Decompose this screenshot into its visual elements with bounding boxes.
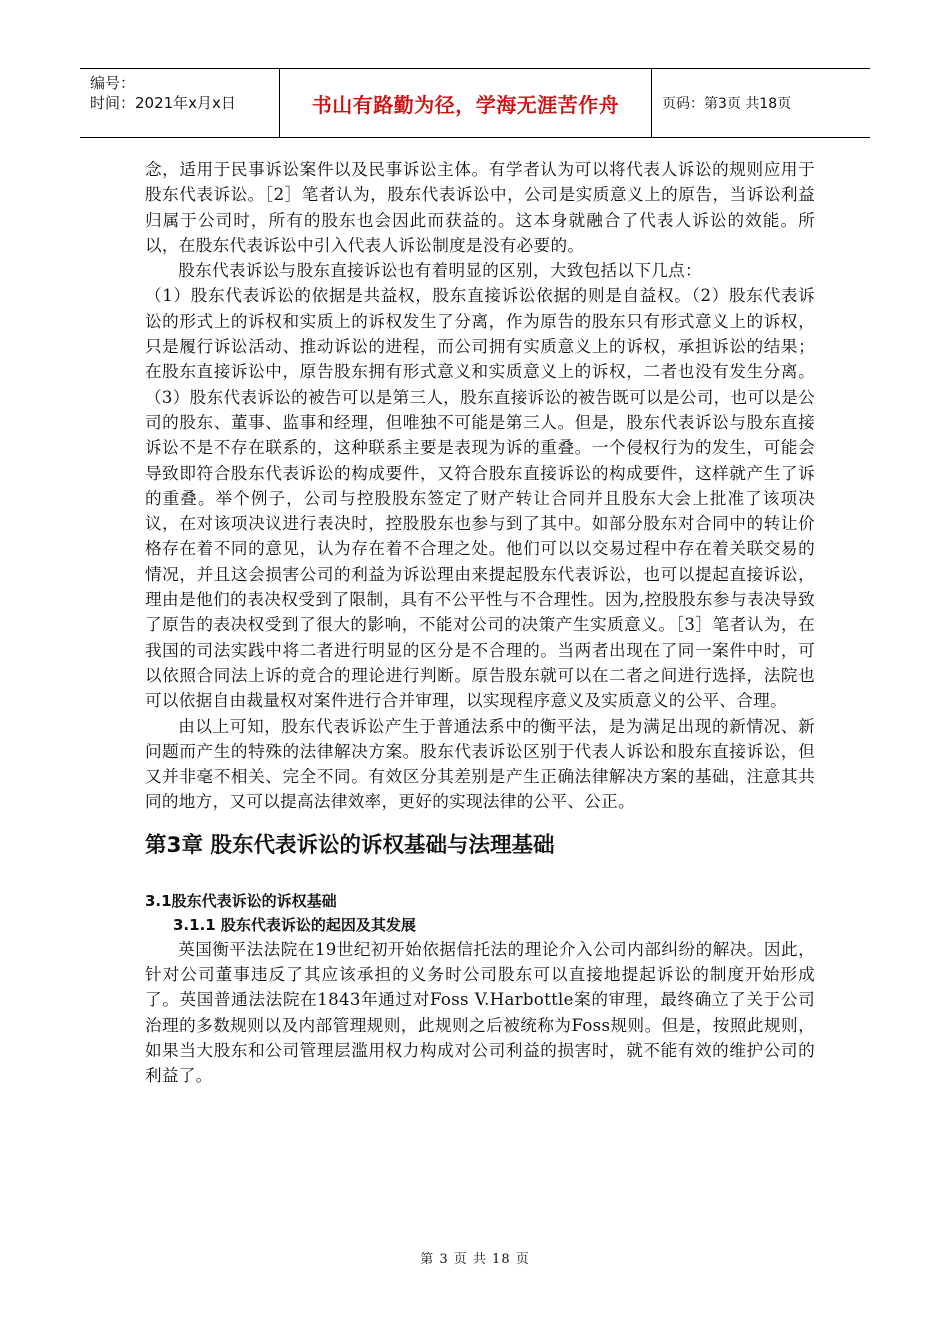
header-page-info: 页码：第3页 共18页 [662,96,792,112]
header-time-label: 时间：2021年x月x日 [90,94,236,112]
header-meta-cell [80,69,280,137]
header-page-cell [652,69,870,137]
subsection-title: 3.1.1 股东代表诉讼的起因及其发展 [173,915,416,934]
header-motto-cell [280,69,652,137]
section-title: 3.1股东代表诉讼的诉权基础 [145,891,337,910]
page-footer: 第 3 页 共 18 页 [420,1252,530,1267]
page-header [80,68,870,138]
paragraph-3: （1）股东代表诉讼的依据是共益权，股东直接诉讼依据的则是自益权。（2）股东代表诉讼的形式上的诉权和实质上的诉权发生了分离，作为原告的股东只有形式意义上的诉权，只是履行诉讼活动、推动诉讼的进程，而公司拥有实质意义上的诉权，承担诉讼的结果；在股东直接诉讼中，原告股东拥有形式意义和实质意义上的诉权，二者也没有发生分离。（3）股东代表诉讼的被告可以是第三人，股东直接诉讼的被告既可以是公司，也可以是公司的股东、董事、监事和经理，但唯独不可能是第三人。但是，股东代表诉讼与股东直接诉讼不是不存在联系的，这种联系主要是表现为诉的重叠。一个侵权行为的发生，可能会导致即符合股东代表诉讼的构成要件，又符合股东直接诉讼的构成要件，这样就产生了诉的重叠。举个例子，公司与控股股东签定了财产转让合同并且股东大会上批准了该项决议，在对该项决议进行表决时，控股股东也参与到了其中。如部分股东对合同中的转让价格存在着不同的意见，认为存在着不合理之处。他们可以以交易过程中存在着关联交易的情况，并且这会损害公司的利益为诉讼理由来提起股东代表诉讼，也可以提起直接诉讼，理由是他们的表决权受到了限制，具有不公平性与不合理性。因为,控股股东参与表决导致了原告的表决权受到了很大的影响，不能对公司的决策产生实质意义。［3］笔者认为，在我国的司法实践中将二者进行明显的区分是不合理的。当两者出现在了同一案件中时，可以依照合同法上诉的竞合的理论进行判断。原告股东就可以在二者之间进行选择，法院也可以依据自由裁量权对案件进行合并审理，以实现程序意义及实质意义的公平、合理。 [145,286,815,711]
paragraph-2: 股东代表诉讼与股东直接诉讼也有着明显的区别，大致包括以下几点： [178,261,702,281]
paragraph-1: 念，适用于民事诉讼案件以及民事诉讼主体。有学者认为可以将代表人诉讼的规则应用于股东代表诉讼。［2］笔者认为，股东代表诉讼中，公司是实质意义上的原告，当诉讼利益归属于公司时，所有的股东也会因此而获益的。这本身就融合了代表人诉讼的效能。所以，在股东代表诉讼中引入代表人诉讼制度是没有必要的。 [145,160,815,255]
paragraph-5: 英国衡平法法院在19世纪初开始依据信托法的理论介入公司内部纠纷的解决。因此，针对公司董事违反了其应该承担的义务时公司股东可以直接地提起诉讼的制度开始形成了。英国普通法法院在1843年通过对Foss V.Harbottle案的审理，最终确立了关于公司治理的多数规则以及内部管理规则，此规则之后被统称为Foss规则。但是，按照此规则，如果当大股东和公司管理层滥用权力构成对公司利益的损害时，就不能有效的维护公司的利益了。 [145,939,815,1086]
header-number-label: 编号： [90,74,136,92]
document-body [145,157,815,1089]
chapter-title: 第3章 股东代表诉讼的诉权基础与法理基础 [145,832,555,858]
paragraph-4: 由以上可知，股东代表诉讼产生于普通法系中的衡平法，是为满足出现的新情况、新问题而产生的特殊的法律解决方案。股东代表诉讼区别于代表人诉讼和股东直接诉讼，但又并非毫不相关、完全不同。有效区分其差别是产生正确法律解决方案的基础，注意其共同的地方，又可以提高法律效率，更好的实现法律的公平、公正。 [145,716,815,812]
header-motto: 书山有路勤为径，学海无涯苦作舟 [311,92,620,117]
